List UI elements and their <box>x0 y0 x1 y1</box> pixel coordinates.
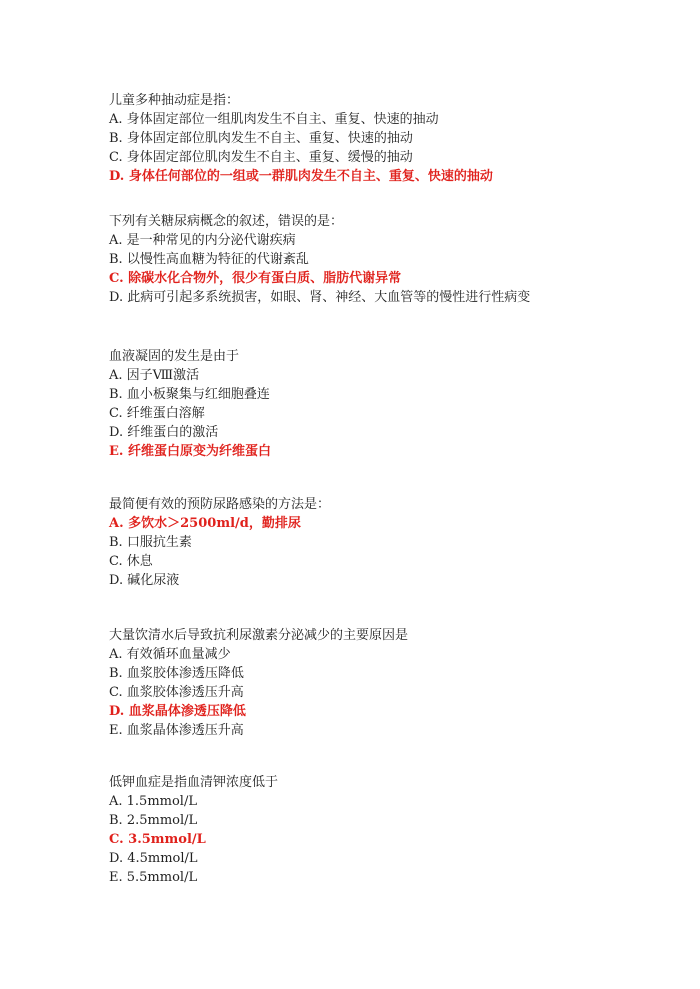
answer-option-b: B. 以慢性高血糖为特征的代谢紊乱 <box>109 252 309 267</box>
answer-option-d: D. 4.5mmol/L <box>109 851 198 866</box>
correct-answer-option-e: E. 纤维蛋白原变为纤维蛋白 <box>109 444 271 459</box>
answer-option-b: B. 身体固定部位肌肉发生不自主、重复、快速的抽动 <box>109 131 413 146</box>
question-stem: 儿童多种抽动症是指： <box>109 93 240 108</box>
answer-option-d: D. 碱化尿液 <box>109 573 180 588</box>
correct-answer-option-d: D. 身体任何部位的一组或一群肌肉发生不自主、重复、快速的抽动 <box>109 169 493 184</box>
correct-answer-option-c: C. 3.5mmol/L <box>109 832 206 847</box>
question-stem: 血液凝固的发生是由于 <box>109 349 240 364</box>
answer-option-c: C. 身体固定部位肌肉发生不自主、重复、缓慢的抽动 <box>109 150 413 165</box>
answer-option-e: E. 血浆晶体渗透压升高 <box>109 723 244 738</box>
correct-answer-option-a: A. 多饮水＞2500ml/d，勤排尿 <box>109 516 301 531</box>
answer-option-a: A. 身体固定部位一组肌肉发生不自主、重复、快速的抽动 <box>109 112 439 127</box>
question-block <box>109 495 669 590</box>
question-stem: 低钾血症是指血清钾浓度低于 <box>109 775 279 790</box>
answer-option-b: B. 口服抗生素 <box>109 535 192 550</box>
question-block <box>109 626 669 740</box>
question-stem: 最简便有效的预防尿路感染的方法是： <box>109 497 331 512</box>
question-block <box>109 347 669 461</box>
answer-option-d: D. 此病可引起多系统损害，如眼、肾、神经、大血管等的慢性进行性病变 <box>109 290 531 305</box>
question-stem: 大量饮清水后导致抗利尿激素分泌减少的主要原因是 <box>109 628 409 643</box>
answer-option-b: B. 2.5mmol/L <box>109 813 198 828</box>
answer-option-d: D. 纤维蛋白的激活 <box>109 425 219 440</box>
answer-option-c: C. 休息 <box>109 554 153 569</box>
answer-option-b: B. 血小板聚集与红细胞叠连 <box>109 387 270 402</box>
answer-option-a: A. 1.5mmol/L <box>109 794 197 809</box>
answer-option-a: A. 是一种常见的内分泌代谢疾病 <box>109 233 296 248</box>
question-block <box>109 212 669 307</box>
answer-option-c: C. 纤维蛋白溶解 <box>109 406 205 421</box>
answer-option-a: A. 因子Ⅷ激活 <box>109 368 200 383</box>
question-stem: 下列有关糖尿病概念的叙述，错误的是： <box>109 214 344 229</box>
question-block <box>109 91 669 186</box>
correct-answer-option-c: C. 除碳水化合物外，很少有蛋白质、脂肪代谢异常 <box>109 271 402 286</box>
question-block <box>109 773 669 887</box>
answer-option-a: A. 有效循环血量减少 <box>109 647 231 662</box>
answer-option-b: B. 血浆胶体渗透压降低 <box>109 666 244 681</box>
answer-option-c: C. 血浆胶体渗透压升高 <box>109 685 244 700</box>
answer-option-e: E. 5.5mmol/L <box>109 870 198 885</box>
correct-answer-option-d: D. 血浆晶体渗透压降低 <box>109 704 246 719</box>
